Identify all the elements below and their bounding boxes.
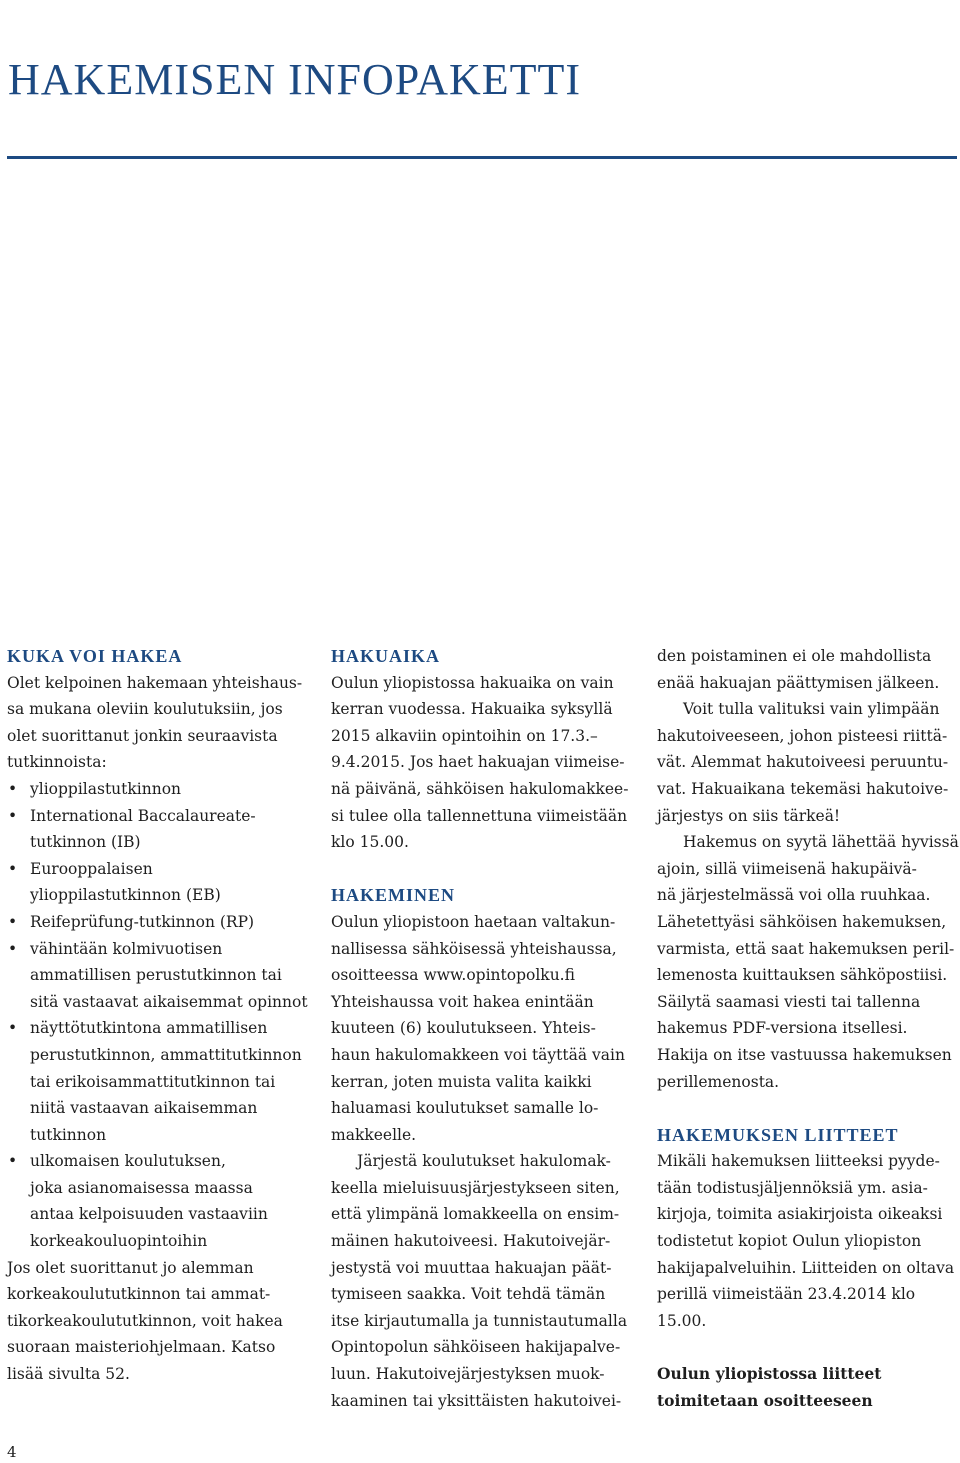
- text-line: si tulee olla tallennettuna viimeistään: [331, 806, 628, 825]
- list-item: [7, 936, 319, 1016]
- text-line: todistetut kopiot Oulun yliopiston: [657, 1232, 922, 1251]
- text-line: olet suorittanut jonkin seuraavista: [7, 726, 278, 745]
- text-line: kirjoja, toimita asiakirjoista oikeaksi: [657, 1205, 943, 1224]
- list-item-line: • näyttötutkintona ammatillisen: [30, 1019, 268, 1038]
- page-number: 4: [7, 1443, 17, 1461]
- list-item-line: tutkinnon (IB): [30, 833, 141, 852]
- section-heading-hakeminen: HAKEMINEN: [331, 885, 456, 906]
- list-item: [7, 909, 319, 936]
- text-line: nallisessa sähköisessä yhteishaussa,: [331, 939, 617, 958]
- text-line: kaaminen tai yksittäisten hakutoivei-: [331, 1391, 622, 1410]
- column-2: [331, 643, 643, 1414]
- text-line: tikorkeakoulututkinnon, voit hakea: [7, 1311, 283, 1330]
- text-line: lemenosta kuittauksen sähköpostiisi.: [657, 966, 948, 985]
- list-item-line: sitä vastaavat aikaisemmat opinnot: [30, 992, 308, 1011]
- text-line: perillemenosta.: [657, 1072, 780, 1091]
- text-line: kuuteen (6) koulutukseen. Yhteis-: [331, 1019, 596, 1038]
- text-line: Jos olet suorittanut jo alemman: [7, 1258, 254, 1277]
- list-item-line: tutkinnon: [30, 1125, 107, 1144]
- text-line: Oulun yliopistossa hakuaika on vain: [331, 673, 614, 692]
- list-item-line: • ulkomaisen koulutuksen,: [30, 1152, 226, 1171]
- list-item-line: • International Baccalaureate-: [30, 806, 256, 825]
- list-item-line: • Eurooppalaisen: [30, 859, 153, 878]
- text-line: korkeakoulututkinnon tai ammat-: [7, 1285, 271, 1304]
- text-line: 15.00.: [657, 1311, 707, 1330]
- text-line: nä järjestelmässä voi olla ruuhkaa.: [657, 886, 931, 905]
- list-item: [7, 1015, 319, 1148]
- text-line: tymiseen saakka. Voit tehdä tämän: [331, 1285, 606, 1304]
- text-line: den poistaminen ei ole mahdollista: [657, 647, 932, 665]
- list-item: [7, 803, 319, 856]
- text-line: haun hakulomakkeen voi täyttää vain: [331, 1045, 625, 1064]
- text-line: 9.4.2015. Jos haet hakuajan viimeise-: [331, 753, 625, 772]
- list-item-line: niitä vastaavan aikaisemman: [30, 1099, 258, 1118]
- text-line: sa mukana oleviin koulutuksiin, jos: [7, 700, 283, 719]
- text-line: vät. Alemmat hakutoiveesi peruuntu-: [657, 753, 949, 772]
- text-line: hakutoiveeseen, johon pisteesi riittä-: [657, 726, 948, 745]
- text-line: vat. Hakuaikana tekemäsi hakutoive-: [657, 779, 949, 798]
- text-line: hakemus PDF-versiona itsellesi.: [657, 1019, 908, 1038]
- text-line: Hakija on itse vastuussa hakemuksen: [657, 1045, 952, 1064]
- text-line: makkeelle.: [331, 1125, 417, 1144]
- text-line: ajoin, sillä viimeisenä hakupäivä-: [657, 859, 917, 878]
- list-item-line: • vähintään kolmivuotisen: [30, 939, 223, 958]
- text-line: kerran, joten muista valita kaikki: [331, 1072, 592, 1091]
- text-line: Voit tulla valituksi vain ylimpään: [683, 700, 940, 719]
- list-item-line: • ylioppilastutkinnon: [30, 779, 182, 798]
- list-item: [7, 776, 319, 803]
- section-heading-hakuaika: HAKUAIKA: [331, 646, 441, 666]
- degree-list: [7, 776, 319, 1255]
- text-line: 2015 alkaviin opintoihin on 17.3.–: [331, 726, 598, 745]
- text-line: Oulun yliopistossa liitteet: [657, 1364, 882, 1384]
- text-line: nä päivänä, sähköisen hakulomakkee-: [331, 779, 629, 798]
- text-line: luun. Hakutoivejärjestyksen muok-: [331, 1365, 605, 1384]
- title-divider: [7, 156, 957, 159]
- text-line: haluamasi koulutukset samalle lo-: [331, 1099, 599, 1118]
- text-line: mäinen hakutoiveesi. Hakutoivejär-: [331, 1232, 611, 1251]
- list-item-line: ylioppilastutkinnon (EB): [30, 886, 221, 905]
- list-item-line: antaa kelpoisuuden vastaaviin: [30, 1205, 268, 1224]
- text-line: Mikäli hakemuksen liitteeksi pyyde-: [657, 1152, 940, 1171]
- text-line: itse kirjautumalla ja tunnistautumalla: [331, 1311, 628, 1330]
- column-3: [657, 643, 957, 1414]
- text-line: kerran vuodessa. Hakuaika syksyllä: [331, 700, 613, 719]
- list-item-line: korkeakouluopintoihin: [30, 1232, 208, 1251]
- text-line: Olet kelpoinen hakemaan yhteishaus-: [7, 673, 303, 692]
- text-line: Hakemus on syytä lähettää hyvissä: [683, 833, 959, 852]
- text-line: hakijapalveluihin. Liitteiden on oltava: [657, 1258, 955, 1277]
- list-item: [7, 1148, 319, 1254]
- text-line: jestystä voi muuttaa hakuajan päät-: [331, 1258, 612, 1277]
- page-title: HAKEMISEN INFOPAKETTI: [8, 55, 582, 104]
- text-line: Lähetettyäsi sähköisen hakemuksen,: [657, 912, 947, 931]
- list-item-line: perustutkinnon, ammattitutkinnon: [30, 1045, 302, 1064]
- text-line: keella mieluisuusjärjestykseen siten,: [331, 1178, 620, 1197]
- text-line: että ylimpänä lomakkeella on ensim-: [331, 1205, 620, 1224]
- text-line: tään todistusjäljennöksiä ym. asia-: [657, 1178, 928, 1197]
- text-line: klo 15.00.: [331, 833, 409, 852]
- section-heading-hakemuksen-liitteet: HAKEMUKSEN LIITTEET: [657, 1124, 899, 1145]
- text-line: toimitetaan osoitteeseen: [657, 1390, 873, 1410]
- section-heading-kuka-voi-hakea: KUKA VOI HAKEA: [7, 646, 183, 666]
- text-line: Yhteishaussa voit hakea enintään: [331, 992, 594, 1011]
- text-line: Opintopolun sähköiseen hakijapalve-: [331, 1338, 621, 1357]
- text-line: Järjestä koulutukset hakulomak-: [357, 1152, 611, 1171]
- list-item-line: • Reifeprüfung-tutkinnon (RP): [30, 912, 255, 931]
- text-line: Säilytä saamasi viesti tai tallenna: [657, 992, 921, 1011]
- list-item-line: joka asianomaisessa maassa: [30, 1178, 253, 1197]
- text-line: järjestys on siis tärkeä!: [657, 806, 841, 825]
- text-line: perillä viimeistään 23.4.2014 klo: [657, 1285, 916, 1304]
- list-item-line: tai erikoisammattitutkinnon tai: [30, 1072, 276, 1091]
- text-line: enää hakuajan päättymisen jälkeen.: [657, 673, 940, 692]
- column-1: [7, 643, 319, 1388]
- text-line: Oulun yliopistoon haetaan valtakun-: [331, 912, 616, 931]
- text-line: lisää sivulta 52.: [7, 1365, 130, 1384]
- text-line: suoraan maisteriohjelmaan. Katso: [7, 1338, 276, 1357]
- text-line: tutkinnoista:: [7, 753, 107, 772]
- list-item: [7, 856, 319, 909]
- list-item-line: ammatillisen perustutkinnon tai: [30, 966, 282, 985]
- text-line: varmista, että saat hakemuksen peril-: [657, 939, 955, 958]
- text-line: osoitteessa www.opintopolku.fi: [331, 966, 575, 985]
